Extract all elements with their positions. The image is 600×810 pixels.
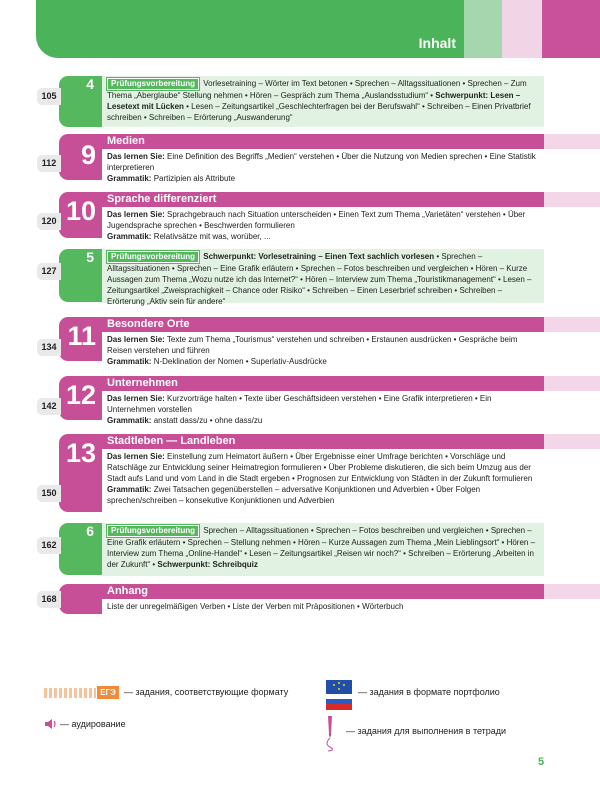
pruefung-badge: Prüfungsvorbereitung [107, 251, 199, 263]
title-bar-extension [544, 317, 600, 332]
chapter-tab: 11 [59, 317, 102, 361]
entry-text: Prüfungsvorbereitung Schwerpunkt: Vorlesetraining – Einen Text sachlich vorlesen • Sprechen – Alltagssituationen • Sprechen – Eine Grafik erläutern • Sprechen – Fotos beschreiben und vergleichen • Hören – Kurze Aussagen zum Thema „Wozu nutze ich das Internet?“ • Hören – Interview zum Thema „Touristikmanagement“ • Lesen – Zeitungsartikel „Zweisprachigkeit – Chance oder Risiko“ • Schreiben – Einen Leserbrief schreiben • Schreiben – Erörterung „Aktiv sein für andere“ [107, 252, 532, 306]
chapter-title: Unternehmen [102, 376, 544, 391]
page-number-badge: 112 [37, 155, 61, 172]
lesson-text: Das lernen Sie: Einstellung zum Heimatort äußern • Über Ergebnisse einer Umfrage berichten • Vorschläge und Ratschläge zur Entwicklung seiner Heimatregion formulieren • Über Probleme diskutieren, die sich beim Umzug aus der Stadt aufs Land und vom Land in die Stadt ergeben • Prognosen zur Entwicklung von Städten in der Zukunft formulieren Grammatik: Zwei Tatsachen gegenüberstellen – adversative Konjunktionen und Adverbien • Über Folgen sprechen/schreiben – konsekutive Konjunktionen und Adverbien [107, 452, 533, 505]
chapter-title: Medien [102, 134, 544, 149]
legend-portfolio-text: — задания в формате портфолио [358, 687, 500, 697]
lesson-text: Das lernen Sie: Kurzvorträge halten • Texte über Geschäftsideen verstehen • Eine Grafik interpretieren • Ein Unternehmen vorstellen Grammatik: anstatt dass/zu • ohne dass/zu [107, 394, 492, 425]
speaker-icon [44, 718, 58, 730]
lesson-text: Das lernen Sie: Eine Definition des Begriffs „Medien“ verstehen • Über die Nutzung von Medien sprechen • Eine Statistik interpretieren Grammatik: Partizipien als Attribute [107, 152, 536, 183]
entry-text: Prüfungsvorbereitung Sprechen – Alltagssituationen • Sprechen – Fotos beschreiben und vergleichen • Sprechen – Eine Grafik erläutern • Sprechen – Stellung nehmen • Hören – Kurze Aussagen zum Thema „Mein Lieblingsort“ • Hören – Interview zum Thema „Online-Handel“ • Lesen – Zeitungsartikel „Reisen wir noch?“ • Schreiben – Erörterung „Arbeiten in der Zukunft“ • Schwerpunkt: Schreibquiz [107, 526, 536, 569]
chapter-tab [59, 584, 102, 614]
notebook-pen-icon [320, 714, 340, 752]
page-number-badge: 134 [37, 339, 61, 356]
pruefung-badge: Prüfungsvorbereitung [107, 525, 199, 537]
page-number-badge: 127 [37, 263, 61, 280]
chapter-title: Besondere Orte [102, 317, 544, 332]
chapter-tab: 4 [59, 76, 102, 127]
page-number-badge: 162 [37, 537, 61, 554]
ege-stripes-icon [44, 688, 96, 698]
page-number-badge: 120 [37, 213, 61, 230]
page-number: 5 [538, 756, 545, 768]
chapter-title: Sprache differenziert [102, 192, 544, 207]
title-bar-extension [544, 134, 600, 149]
portfolio-flag-icon [326, 680, 352, 710]
page-number-badge: 168 [37, 591, 61, 608]
entry-text: Prüfungsvorbereitung Vorlesetraining – Wörter im Text betonen • Sprechen – Alltagssituationen • Sprechen – Zum Thema „Aberglaube“ Stellung nehmen • Hören – Gespräch zum Thema „Auslandsstudium“ • Schwerpunkt: Lesen – Lesetext mit Lücken • Lesen – Zeitungsartikel „Geschlechterfragen bei der Berufswahl“ • Schreiben – Einen Privatbrief schreiben • Schreiben – Erörterung „Auswanderung“ [107, 79, 531, 122]
chapter-tab: 6 [59, 523, 102, 575]
title-bar-extension [544, 376, 600, 391]
page-title: Inhalt [418, 35, 456, 51]
header-stripe-light-green [464, 0, 502, 58]
title-bar-extension [544, 584, 600, 599]
header-stripe-light-pink [502, 0, 542, 58]
legend-notebook-text: — задания для выполнения в тетради [346, 726, 507, 736]
legend-audio-text: — аудирование [60, 719, 126, 729]
chapter-title: Anhang [102, 584, 544, 599]
chapter-tab: 13 [59, 434, 102, 512]
chapter-tab: 12 [59, 376, 102, 420]
lesson-text: Das lernen Sie: Texte zum Thema „Tourismus“ verstehen und schreiben • Erstaunen ausdrücken • Gespräche beim Reisen verstehen und führen Grammatik: N-Deklination der Nomen • Superlativ-Ausdrücke [107, 335, 518, 366]
header-stripe-magenta [542, 0, 600, 58]
pruefung-badge: Prüfungsvorbereitung [107, 78, 199, 90]
lesson-text: Das lernen Sie: Sprachgebrauch nach Situation unterscheiden • Einen Text zum Thema „Varietäten“ verstehen • Über Jugendsprache sprechen • Beschwerden formulieren Grammatik: Relativsätze mit was, worüber, ... [107, 210, 526, 241]
chapter-tab: 5 [59, 249, 102, 302]
chapter-title: Stadtleben — Landleben [102, 434, 544, 449]
legend-ege-text: — задания, соответствующие формату [124, 687, 289, 697]
page-number-badge: 105 [37, 88, 61, 105]
title-bar-extension [544, 434, 600, 449]
anhang-text: Liste der unregelmäßigen Verben • Liste der Verben mit Präpositionen • Wörterbuch [107, 602, 404, 611]
page-number-badge: 142 [37, 398, 61, 415]
ege-icon: ЕГЭ [97, 686, 119, 699]
chapter-tab: 9 [59, 134, 102, 180]
chapter-tab: 10 [59, 192, 102, 238]
title-bar-extension [544, 192, 600, 207]
page-number-badge: 150 [37, 485, 61, 502]
